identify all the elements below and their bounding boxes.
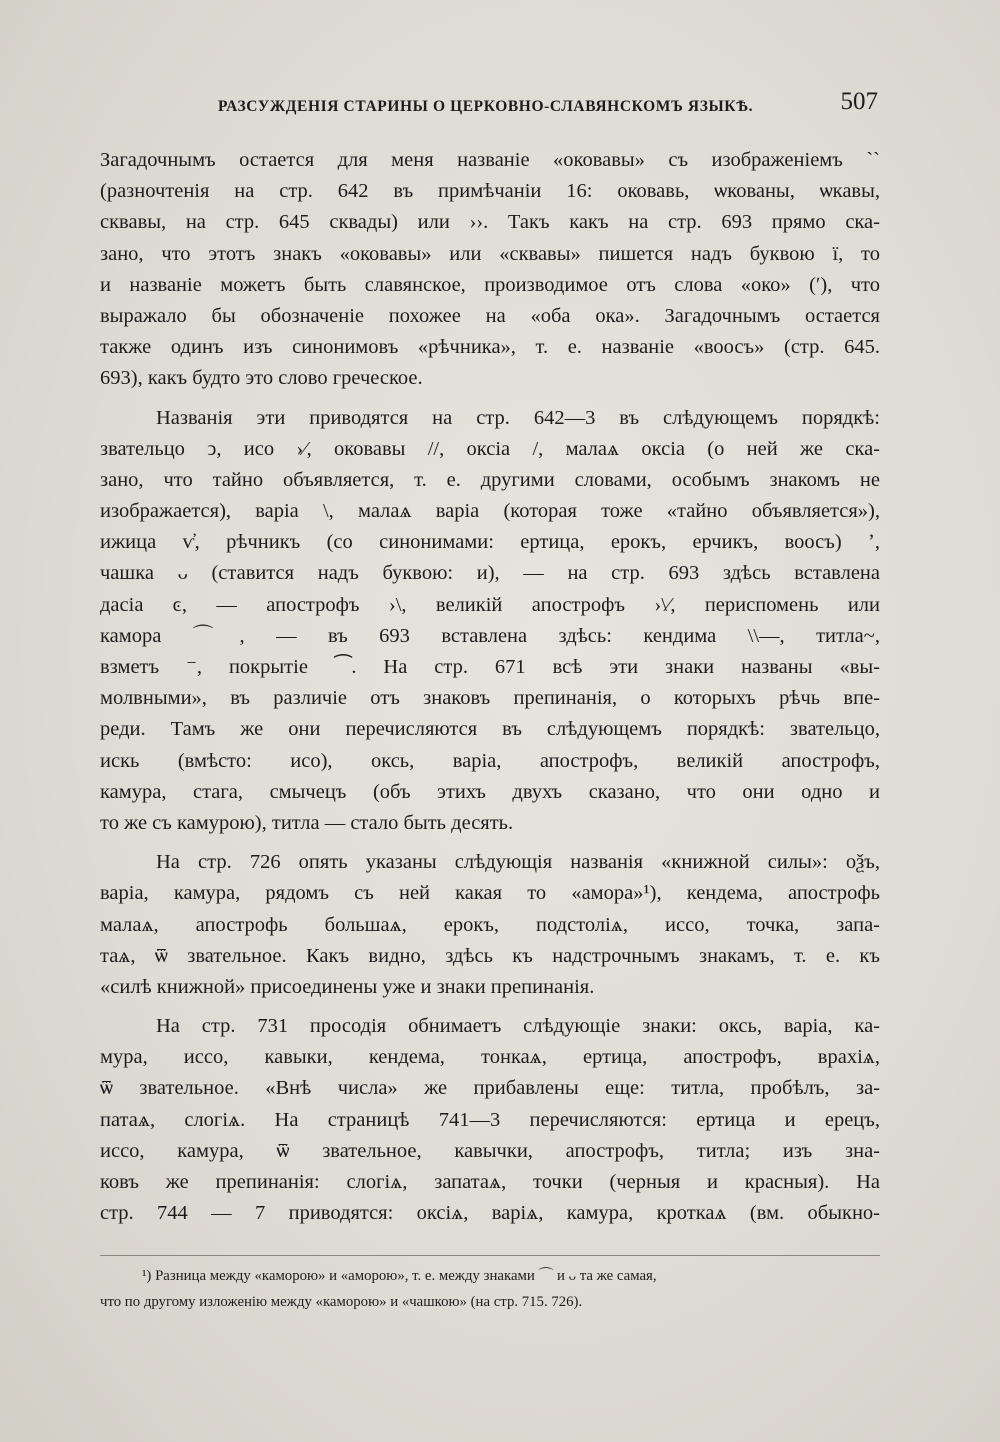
text-line: стр. 744 — 7 приводятся: оксіѧ, варіѧ, камура, кроткаѧ (вм. обыкно- <box>100 1202 880 1225</box>
text-line: молвными», въ различіе отъ знаковъ препинанія, о которыхъ рѣчь впе- <box>100 687 880 710</box>
text-line: то же съ камурою), титла — стало быть десять. <box>100 811 514 834</box>
text-line: камора ⌒, — въ 693 вставлена здѣсь: кендима \\—, титла~, <box>100 624 880 647</box>
text-line: также одинъ изъ синонимовъ «рѣчника», т. е. названіе «воосъ» (стр. 645. <box>100 336 880 359</box>
text-line: ѿ звательное. «Внѣ числа» же прибавлены еще: титла, пробѣлъ, за- <box>100 1077 880 1100</box>
text-line: малаѧ, апострофь большаѧ, ерокъ, подстоліѧ, иссо, точка, запа- <box>100 913 880 936</box>
text-line: зано, что этотъ знакъ «оковавы» или «сквавы» пишется надъ буквою ї, то <box>100 242 880 265</box>
text-line: (разночтенія на стр. 642 въ примѣчаніи 16: оковавь, ѡкованы, ѡкавы, <box>100 180 880 203</box>
text-line: На стр. 731 просодія обнимаетъ слѣдующіе знаки: оксь, варіа, ка- <box>156 1015 880 1038</box>
text-line: звательцо ͻ, исо ›⁄, оковавы //, оксіа /, малаѧ оксіа (о ней же ска- <box>100 437 880 460</box>
footnote-divider <box>100 1255 880 1256</box>
footnote-line: что по другому изложенію между «каморою» и «чашкою» (на стр. 715. 726). <box>100 1294 583 1310</box>
page-header <box>100 88 878 128</box>
text-line: и названіе можетъ быть славянское, производимое отъ слова «око» (ʹ), что <box>100 273 880 296</box>
text-line: Загадочнымъ остается для меня названіе «оковавы» съ изображеніемъ `` <box>100 149 880 171</box>
text-line: сквавы, на стр. 645 сквады) или ››. Такъ какъ на стр. 693 прямо ска- <box>100 211 880 234</box>
text-line: варіа, камура, рядомъ съ ней какая то «амора»¹), кендема, апострофь <box>100 882 880 905</box>
text-line: «силѣ книжной» присоединены уже и знаки препинанія. <box>100 975 595 998</box>
body-text <box>100 145 880 1229</box>
text-line: иссо, камура, ѿ звательное, кавычки, апострофъ, титла; изъ зна- <box>100 1139 880 1162</box>
page-number: 507 <box>840 88 878 115</box>
text-line: изображается), варіа \, малаѧ варіа (которая тоже «тайно объявляется»), <box>100 500 880 523</box>
text-line: искь (вмѣсто: исо), оксь, варіа, апострофъ, великій апострофъ, <box>100 749 880 772</box>
text-line: выражало бы обозначеніе похожее на «оба ока». Загадочнымъ остается <box>100 304 880 327</box>
text-line: ковъ же препинанія: слогіѧ, запатаѧ, точки (черныя и красныя). На <box>100 1171 880 1193</box>
text-line: зано, что тайно объявляется, т. е. другими словами, особымъ знакомъ не <box>100 468 880 491</box>
footnote <box>100 1263 892 1315</box>
text-line: Названія эти приводятся на стр. 642—3 въ слѣдующемъ порядкѣ: <box>156 406 880 429</box>
text-line: 693), какъ будто это слово греческое. <box>100 367 423 390</box>
text-line: взметъ ⁻, покрытіе ⁀. На стр. 671 всѣ эти знаки названы «вы- <box>100 656 880 678</box>
text-line: дасіа ͼ, — апострофъ ›\, великій апострофъ ›\⁄, периспомень или <box>100 593 880 616</box>
text-line: чашка ᴗ (ставится надъ буквою: и), — на стр. 693 здѣсь вставлена <box>100 562 880 585</box>
text-line: камура, стага, смычецъ (объ этихъ двухъ сказано, что они одно и <box>100 780 880 803</box>
text-line: На стр. 726 опять указаны слѣдующія названія «книжной силы»: оѯъ, <box>156 851 880 874</box>
text-line: реди. Тамъ же они перечисляются въ слѣдующемъ порядкѣ: звательцо, <box>100 718 880 741</box>
text-line: патаѧ, слогіѧ. На страницѣ 741—3 перечисляются: ертица и ерецъ, <box>100 1108 880 1131</box>
footnote-line: ¹) Разница между «каморою» и «аморою», т. е. между знаками ⌒ и ᴗ та же самая, <box>142 1268 657 1284</box>
text-line: таѧ, ѿ звательное. Какъ видно, здѣсь къ надстрочнымъ знакамъ, т. е. къ <box>100 944 880 967</box>
text-line: ижица ѵ҆, рѣчникъ (со синонимами: ертица, ерокъ, ерчикъ, воосъ) ʼ, <box>100 531 880 554</box>
running-head: РАЗСУЖДЕНІЯ СТАРИНЫ О ЦЕРКОВНО-СЛАВЯНСКОМЪ ЯЗЫКѢ. <box>218 98 754 115</box>
text-line: мура, иссо, кавыки, кендема, тонкаѧ, ертица, апострофъ, врахіѧ, <box>100 1046 880 1069</box>
